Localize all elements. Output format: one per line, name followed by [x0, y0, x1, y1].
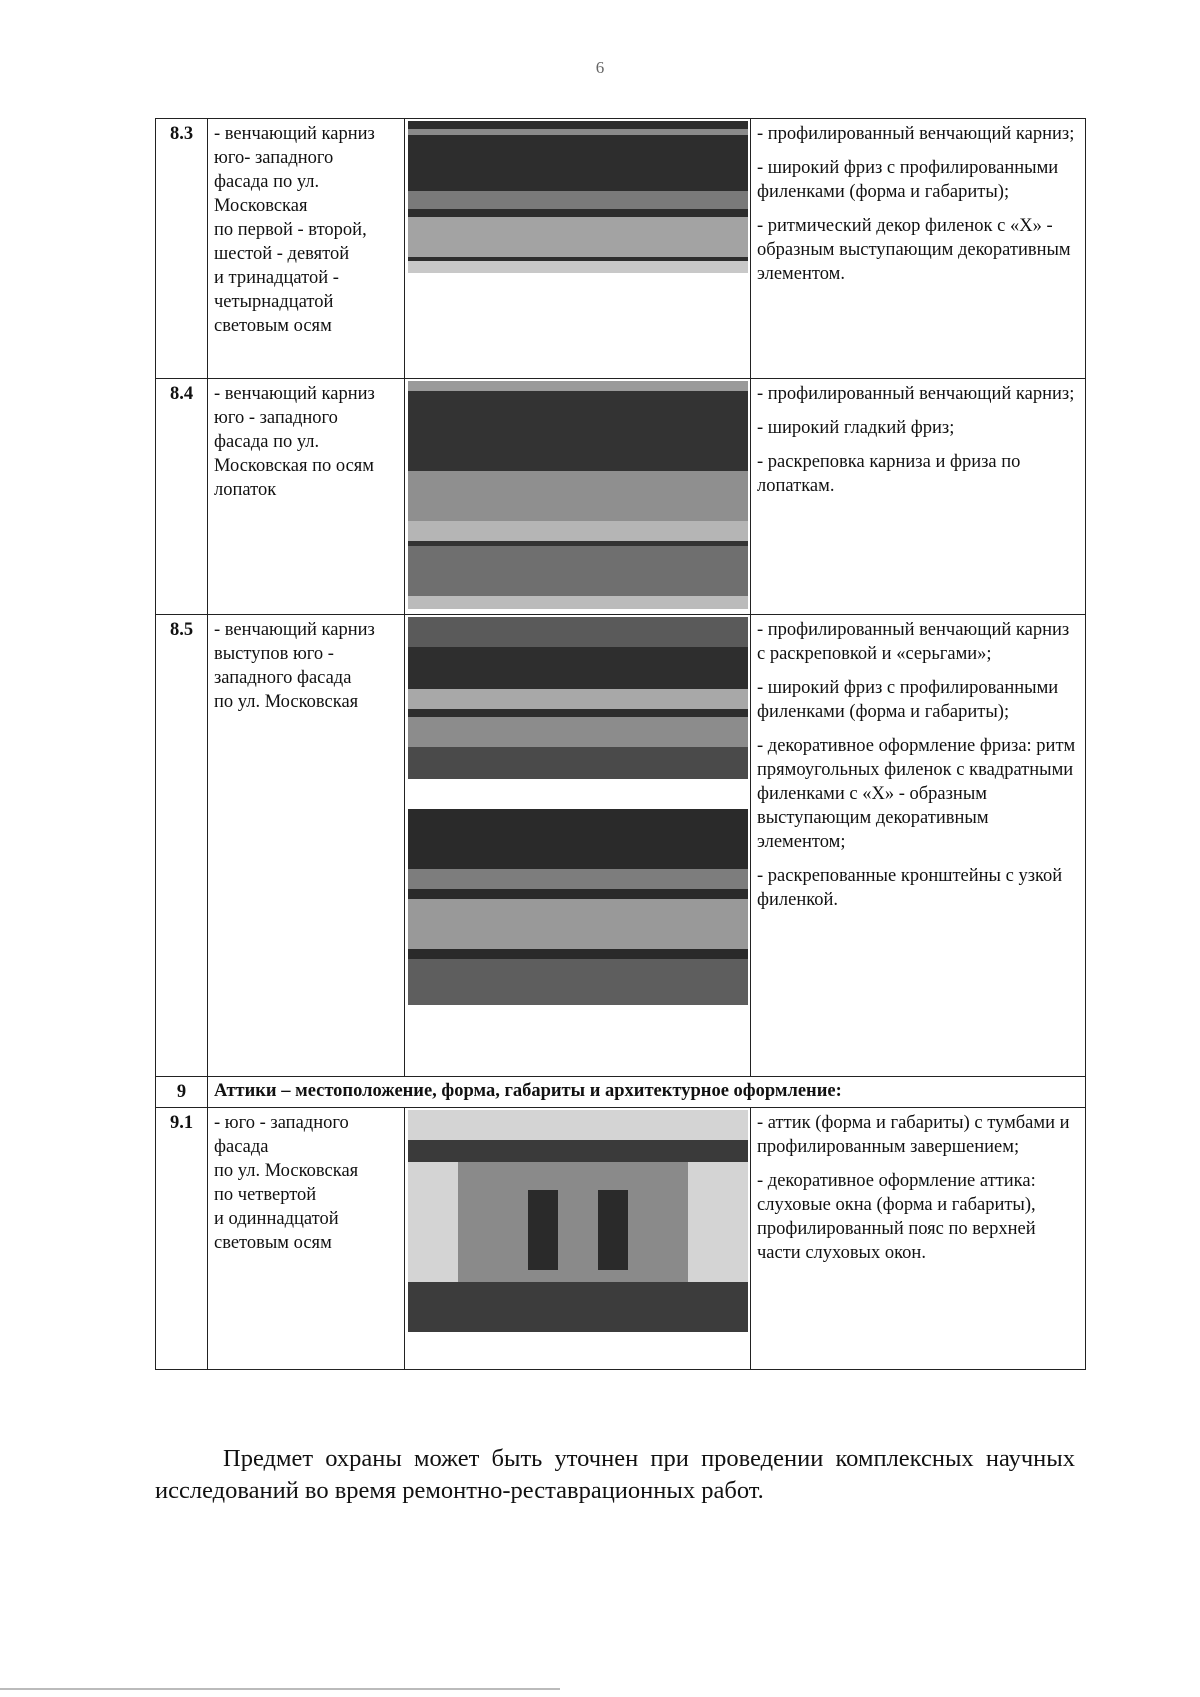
element-line: юго - западного — [214, 408, 338, 428]
description-item: - ритмический декор филенок с «Х» - образным выступающим декоративным элементом. — [757, 216, 1071, 284]
element-line: Московская по осям — [214, 456, 375, 476]
description-item: - профилированный венчающий карниз; — [757, 124, 1075, 144]
description-cell — [751, 379, 1086, 615]
row-number: 8.5 — [156, 615, 208, 1077]
closing-note — [155, 1443, 1075, 1507]
cornice-photo — [408, 121, 748, 273]
element-line: четырнадцатой — [214, 292, 334, 312]
photo-cell — [405, 615, 751, 1077]
element-cell — [208, 119, 405, 379]
element-line: шестой - девятой — [214, 244, 350, 264]
element-line: по ул. Московская — [214, 692, 359, 712]
attic-photo — [408, 1110, 748, 1332]
description-item: - широкий фриз с профилированными филенками (форма и габариты); — [757, 158, 1059, 202]
element-line: фасада по ул. — [214, 172, 320, 192]
cornice-photo — [408, 809, 748, 1005]
description-item: - широкий гладкий фриз; — [757, 418, 955, 438]
photo-cell — [405, 119, 751, 379]
element-line: по четвертой — [214, 1185, 317, 1205]
table-row — [156, 1108, 1086, 1370]
element-cell — [208, 379, 405, 615]
element-line: выступов юго - — [214, 644, 334, 664]
row-number: 8.4 — [156, 379, 208, 615]
section-number: 9 — [156, 1077, 208, 1108]
element-line: световым осям — [214, 316, 332, 336]
element-line: - венчающий карниз — [214, 384, 375, 404]
description-cell — [751, 615, 1086, 1077]
element-line: Московская — [214, 196, 308, 216]
section-row — [156, 1077, 1086, 1108]
description-item: - профилированный венчающий карниз с раскреповкой и «серьгами»; — [757, 620, 1070, 664]
photo-cell — [405, 379, 751, 615]
description-item: - декоративное оформление аттика: слуховые окна (форма и габариты), профилированный пояс по верхней части слуховых окон. — [757, 1171, 1036, 1263]
description-item: - профилированный венчающий карниз; — [757, 384, 1075, 404]
description-item: - раскреповка карниза и фриза по лопаткам. — [757, 452, 1021, 496]
element-line: лопаток — [214, 480, 277, 500]
element-line: - юго - западного — [214, 1113, 349, 1133]
cornice-photo — [408, 617, 748, 779]
element-line: по первой - второй, — [214, 220, 367, 240]
row-number: 9.1 — [156, 1108, 208, 1370]
element-line: - венчающий карниз — [214, 620, 375, 640]
element-line: западного фасада — [214, 668, 352, 688]
element-line: и тринадцатой - — [214, 268, 339, 288]
description-cell — [751, 1108, 1086, 1370]
table-row — [156, 119, 1086, 379]
photo-cell — [405, 1108, 751, 1370]
element-line: фасада — [214, 1137, 269, 1157]
element-line: световым осям — [214, 1233, 332, 1253]
protection-subject-table — [155, 118, 1086, 1370]
element-line: юго- западного — [214, 148, 334, 168]
description-item: - аттик (форма и габариты) с тумбами и профилированным завершением; — [757, 1113, 1070, 1157]
cornice-photo — [408, 381, 748, 609]
description-cell — [751, 119, 1086, 379]
row-number: 8.3 — [156, 119, 208, 379]
element-line: по ул. Московская — [214, 1161, 359, 1181]
page-number: 6 — [595, 58, 605, 77]
table-row — [156, 615, 1086, 1077]
element-line: и одиннадцатой — [214, 1209, 339, 1229]
section-title: Аттики – местоположение, форма, габариты и архитектурное оформление: — [208, 1077, 1086, 1108]
description-item: - декоративное оформление фриза: ритм прямоугольных филенок с квадратными филенками с «Х» - образным выступающим декоративным элементом; — [757, 736, 1076, 852]
element-line: - венчающий карниз — [214, 124, 375, 144]
element-cell — [208, 615, 405, 1077]
element-cell — [208, 1108, 405, 1370]
closing-note-text: Предмет охраны может быть уточнен при проведении комплексных научных исследований во время ремонтно-реставрационных работ. — [155, 1445, 1075, 1504]
description-item: - широкий фриз с профилированными филенками (форма и габариты); — [757, 678, 1059, 722]
bottom-rule — [0, 1688, 560, 1690]
table-row — [156, 379, 1086, 615]
description-item: - раскрепованные кронштейны с узкой филенкой. — [757, 866, 1063, 910]
element-line: фасада по ул. — [214, 432, 320, 452]
